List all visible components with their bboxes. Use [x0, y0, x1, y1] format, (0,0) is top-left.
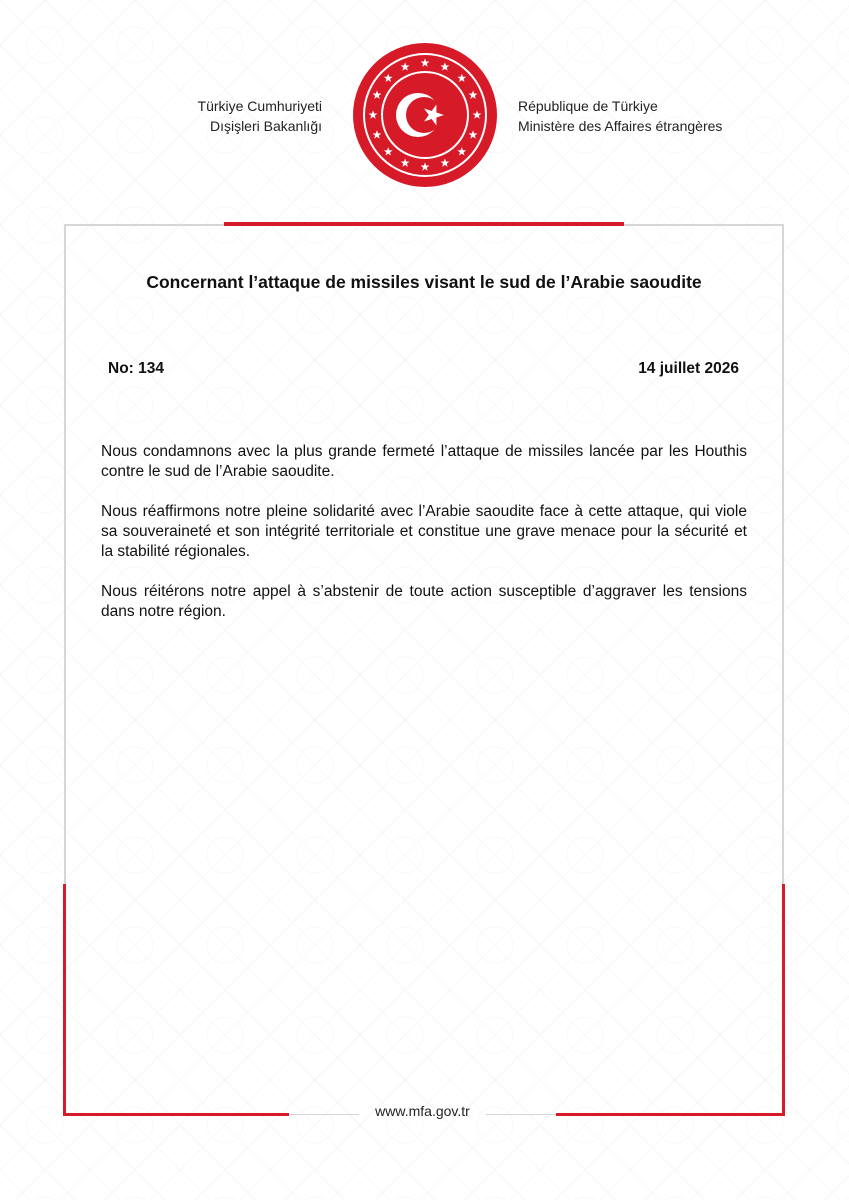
frame-right-gray-line [782, 224, 784, 884]
document-title: Concernant l’attaque de missiles visant le sud de l’Arabie saoudite [146, 272, 702, 292]
header-left-line2: Dışişleri Bakanlığı [209, 118, 322, 134]
footer-website-link[interactable]: www.mfa.gov.tr [375, 1103, 470, 1119]
document-body [101, 442, 747, 642]
header-right-line1: République de Türkiye [518, 98, 658, 114]
frame-left-red-accent [63, 884, 66, 1116]
header-right-line2: Ministère des Affaires étrangères [518, 118, 723, 134]
frame-bottom-left-red-accent [63, 1113, 289, 1116]
document-number: No: 134 [108, 360, 164, 377]
frame-top-red-accent [224, 222, 624, 226]
header-right-block [518, 96, 778, 136]
document-date: 14 juillet 2026 [638, 360, 739, 377]
frame-bottom-right-gray-line [486, 1114, 556, 1115]
body-paragraph-2: Nous réaffirmons notre pleine solidarité avec l’Arabie saoudite face à cette attaque, qui viole sa souveraineté et son intégrité territoriale et constitue une grave menace pour la sécurité et la stabilité régionales. [101, 503, 747, 560]
header-left-block [170, 96, 322, 136]
frame-bottom-right-red-accent [556, 1113, 785, 1116]
frame-left-gray-line [64, 224, 66, 884]
frame-right-red-accent [782, 884, 785, 1116]
turkish-crescent-star-seal-icon [352, 42, 498, 188]
body-paragraph-3: Nous réitérons notre appel à s’abstenir de toute action susceptible d’aggraver les tensions dans notre région. [101, 583, 747, 620]
body-paragraph-1: Nous condamnons avec la plus grande fermeté l’attaque de missiles lancée par les Houthis contre le sud de l’Arabie saoudite. [101, 443, 747, 480]
frame-bottom-left-gray-line [289, 1114, 359, 1115]
header-left-line1: Türkiye Cumhuriyeti [197, 98, 322, 114]
